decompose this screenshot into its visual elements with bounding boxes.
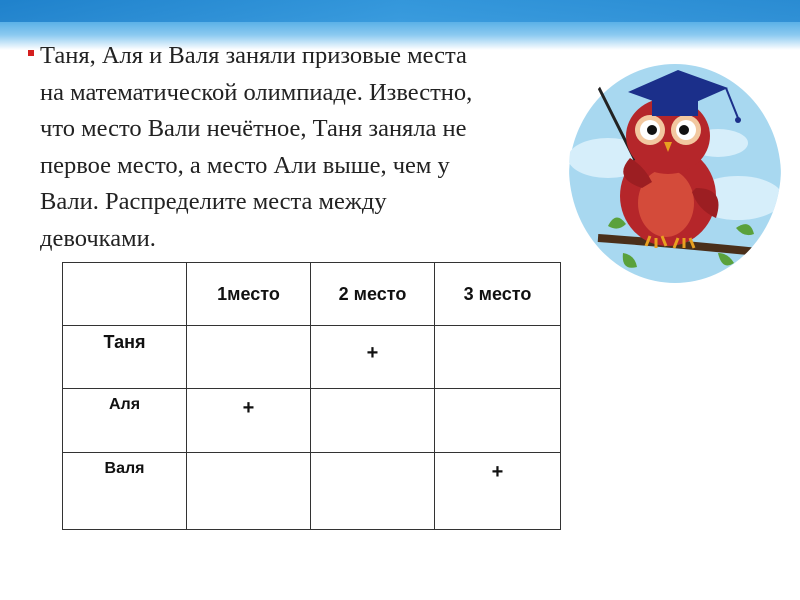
problem-text [40,38,610,257]
answer-cell [187,452,311,529]
problem-line-5: Вали. Распределите места между [40,188,387,215]
row-name-tanya: Таня [103,332,146,353]
owl-graduate-icon [568,48,783,284]
answer-cell [311,389,435,452]
problem-line-3: что место Вали нечётное, Таня заняла не [40,115,467,142]
answer-cell [435,326,561,389]
table-header-row [63,263,561,326]
answer-mark: + [242,397,255,420]
table-row [63,326,561,389]
problem-line-2: на математической олимпиаде. Известно, [40,78,473,106]
header-cell-place-1: 1место [187,263,311,326]
places-table [62,262,561,530]
row-name-valya: Валя [104,459,145,477]
answer-cell [435,389,561,452]
problem-line-6: девочками. [40,224,156,252]
problem-line-1: Таня, Аля и Валя заняли призовые места [40,42,467,69]
answer-cell [187,326,311,389]
row-name-cell [63,452,187,529]
row-name-alya: Аля [108,396,141,414]
answer-cell [311,452,435,529]
answer-cell [187,389,311,452]
answer-mark: + [366,342,379,365]
header-cell-place-3: 3 место [435,263,561,326]
header-stripe [0,0,800,22]
header-cell-place-2: 2 место [311,263,435,326]
header-cell-corner [63,263,187,326]
answer-mark: + [491,460,504,483]
row-name-cell [63,389,187,452]
table-row [63,389,561,452]
table-row [63,452,561,529]
answer-cell [311,326,435,389]
row-name-cell [63,326,187,389]
problem-line-4: первое место, а место Али выше, чем у [40,151,450,179]
answer-cell [435,452,561,529]
bullet-icon [28,50,34,56]
